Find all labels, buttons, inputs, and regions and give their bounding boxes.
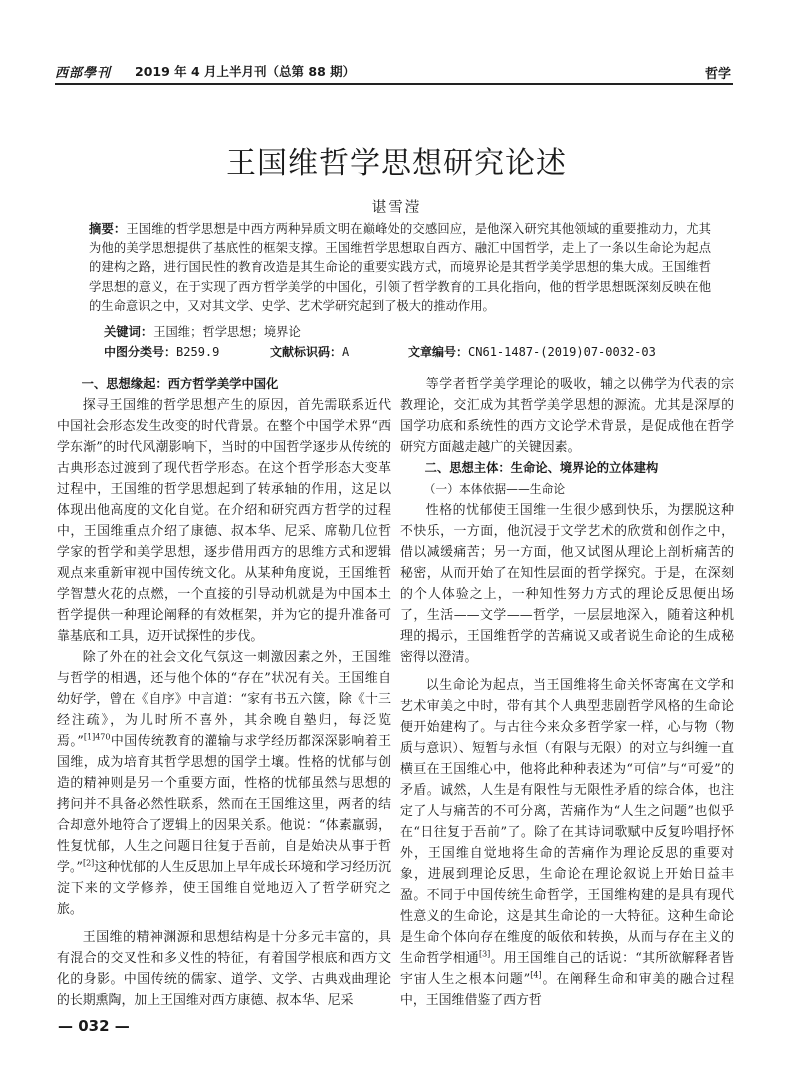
doc-code-label: 文献标识码： <box>270 345 343 359</box>
article-title: 王国维哲学思想研究论述 <box>226 146 567 181</box>
paragraph-text: 除了外在的社会文化气氛这一刺激因素之外，王国维与哲学的相遇，还与他个体的“存在”状况有关。王国维自幼好学，曾在《自序》中言道：“家有书五六箧，除《十三经注疏》，为儿时所不喜外，其余晚自塾归，每泛览焉。” <box>57 650 391 749</box>
header-rule <box>55 83 733 85</box>
abstract-text: 王国维的哲学思想是中西方两种异质文明在巅峰处的交感回应，是他深入研究其他领域的重要推动力，尤其为他的美学思想提供了基底性的框架支撑。王国维哲学思想取自西方、融汇中国哲学，走上了一条以生命论为起点的建构之路，进行国民性的教育改造是其生命论的重要实践方式，而境界论是其哲学美学思想的集大成。王国维哲学思想的意义，在于实现了西方哲学美学的中国化，引领了哲学教育的工具化指向，他的哲学思想既深刻反映在他的生命意识之中，又对其文学、史学、艺术学研究起到了极大的推动作用。 <box>89 222 711 313</box>
section-heading-2: 二、思想主体：生命论、境界论的立体建构 <box>424 461 659 475</box>
left-column <box>57 374 391 1011</box>
page-number: — 032 — <box>58 1017 130 1035</box>
paragraph <box>400 675 734 1011</box>
article-number-label: 文章编号： <box>408 345 469 359</box>
running-header <box>55 56 733 82</box>
paragraph-text: 以生命论为起点，当王国维将生命关怀寄寓在文学和艺术审美之中时，带有其个人典型悲剧哲学风格的生命论便开始建构了。与古往今来众多哲学家一样，心与物（物质与意识）、短暂与永恒（有限与无限）的对立与纠缠一直横亘在王国维心中，他将此种种表述为“可信”与“可爱”的矛盾。诚然，人生是有限性与无限性矛盾的综合体，也注定了人与痛苦的不可分离，苦痛作为“人生之问题”也似乎在“日往复于吾前”了。除了在其诗词歌赋中反复吟唱抒怀外，王国维自觉地将生命的苦痛作为理论反思的重要对象，进展到理论反思，生命论在理论叙说上开始日益丰盈。不同于中国传统生命哲学，王国维构建的是具有现代性意义的生命论，这是其生命论的一大特征。这种生命论是生命个体向存在维度的皈依和转换，从而与存在主义的生命哲学相通 <box>400 678 734 966</box>
section-name: 哲学 <box>704 67 731 82</box>
paragraph-text: 中国传统教育的灌输与求学经历都深深影响着王国维，成为培育其哲学思想的国学土壤。性格的忧郁与创造的精神则是另一个重要方面，性格的忧郁虽然与思想的拷问并不具备必然性联系，然而在王国维这里，两者的结合却意外地符合了逻辑上的因果关系。他说：“体素羸弱，性复忧郁，人生之问题日往复于吾前，自是始决从事于哲学。” <box>57 734 392 875</box>
doc-code-value: A <box>342 345 350 359</box>
clc-value: B259.9 <box>176 345 220 359</box>
abstract <box>89 220 711 316</box>
keywords-label: 关键词： <box>104 325 154 339</box>
abstract-label: 摘要： <box>89 222 127 236</box>
keywords-text: 王国维；哲学思想；境界论 <box>153 325 301 339</box>
citation: [4] <box>530 970 542 980</box>
right-column <box>400 374 734 1011</box>
paragraph: 性格的忧郁使王国维一生很少感到快乐，为摆脱这种不快乐，一方面，他沉浸于文学艺术的欣赏和创作之中，借以减缓痛苦；另一方面，他又试图从理论上剖析痛苦的秘密，从而开始了在知性层面的哲学探究。于是，在深刻的个人体验之上，一种知性努力方式的理论反思便出场了，生活——文学——哲学，一层层地深入，随着这种机理的揭示，王国维哲学的苦痛说又或者说生命论的生成秘密得以澄清。 <box>400 503 734 665</box>
issue-info: 2019 年 4 月上半月刊（总第 88 期） <box>135 64 356 79</box>
journal-logo: 西部學刊 <box>55 66 112 81</box>
paragraph-text: 。用王国维自己的话说：“其所欲解释者皆宇宙人生之根本问题” <box>400 951 734 987</box>
paragraph: 等学者哲学美学理论的吸收，辅之以佛学为代表的宗教理论，交汇成为其哲学美学思想的源流。尤其是深厚的国学功底和系统性的西方文论学术背景，是促成他在哲学研究方面越走越广的关键因素。 <box>400 377 734 455</box>
paragraph: 王国维的精神渊源和思想结构是十分多元丰富的，具有混合的交叉性和多义性的特征，有着国学根底和西方文化的身影。中国传统的儒家、道学、文学、古典戏曲理论的长期熏陶，加上王国维对西方康德、叔本华、尼采 <box>57 930 391 1008</box>
clc-label: 中图分类号： <box>104 345 177 359</box>
clc-number <box>104 343 219 360</box>
citation: [1]470 <box>83 732 111 742</box>
paragraph-text: 。在阐释生命和审美的融合过程中，王国维借鉴了西方哲 <box>400 972 735 1008</box>
article-author: 谌雪滢 <box>371 200 422 216</box>
paragraph <box>57 647 391 920</box>
citation: [3] <box>478 949 491 959</box>
section-heading-1: 一、思想缘起：西方哲学美学中国化 <box>81 377 279 391</box>
keywords <box>104 322 301 340</box>
subsection-heading-1: （一）本体依据——生命论 <box>423 482 566 496</box>
paragraph: 探寻王国维的哲学思想产生的原因，首先需联系近代中国社会形态发生改变的时代背景。在整个中国学术界“西学东渐”的时代风潮影响下，当时的中国哲学逐步从传统的古典形态过渡到了现代哲学形态。在这个哲学形态大变革过程中，王国维的哲学思想起到了转承轴的作用，这足以体现出他高度的文化自觉。在介绍和研究西方哲学的过程中，王国维重点介绍了康德、叔本华、尼采、席勒几位哲学家的哲学和美学思想，逐步借用西方的思维方式和逻辑观点来重新审视中国传统文化。从某种角度说，王国维哲学智慧火花的点燃，一个直接的引导动机就是为中国本土哲学提供一种理论阐释的有效框架，并为它的提升准备可靠基底和工具，迈开试探性的步伐。 <box>57 398 391 644</box>
paragraph-text: 这种忧郁的人生反思加上早年成长环境和学习经历沉淀下来的文学修养，使王国维自觉地迈入了哲学研究之旅。 <box>57 860 392 917</box>
article-number-value: CN61-1487-(2019)07-0032-03 <box>468 345 656 359</box>
doc-code <box>270 343 349 360</box>
citation: [2] <box>82 858 95 868</box>
article-number <box>408 343 656 360</box>
